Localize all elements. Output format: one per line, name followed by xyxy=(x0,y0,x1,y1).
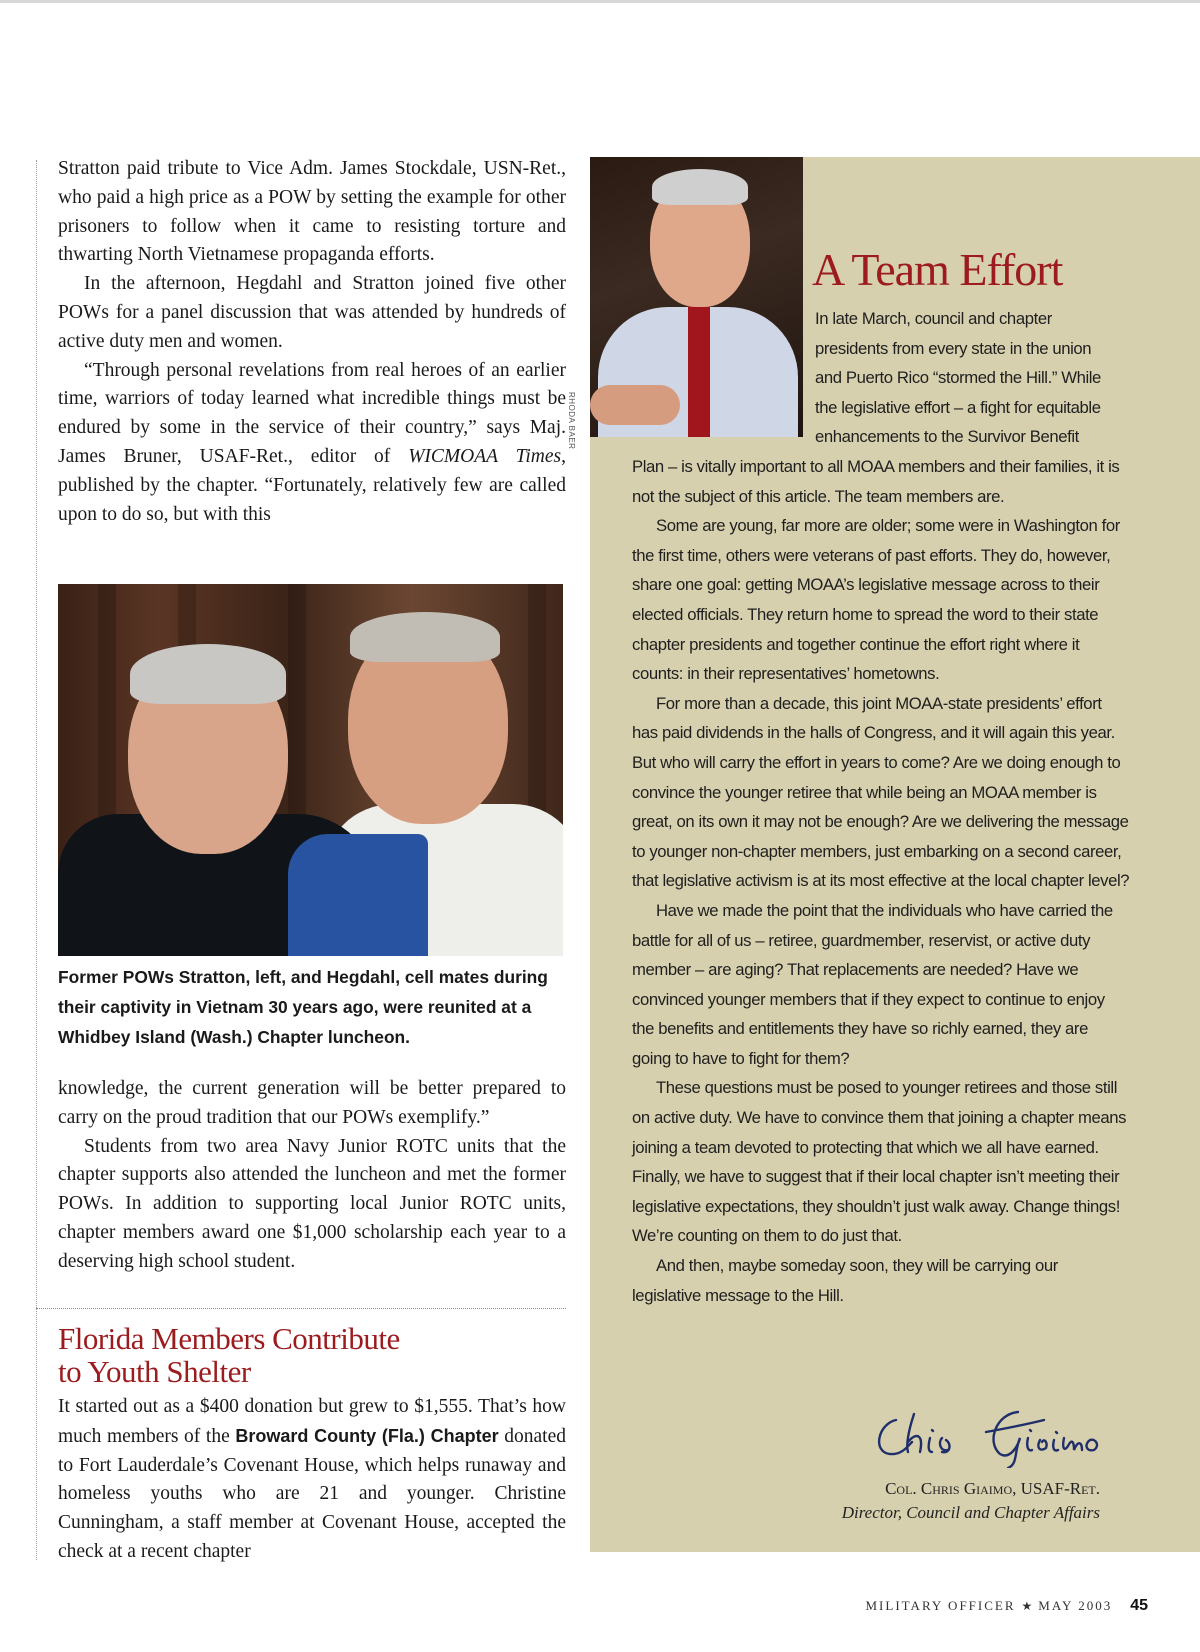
magazine-name: MILITARY OFFICER xyxy=(865,1598,1016,1613)
sidebar-intro xyxy=(815,304,1115,452)
chapter-name: Broward County (Fla.) Chapter xyxy=(235,1425,499,1446)
portrait-tie xyxy=(688,305,710,437)
sidebar-para-3: For more than a decade, this joint MOAA-state presidents’ effort has paid dividends in the halls of Congress, and it will again this year. But who will carry the effort in years to come? Are we doing enough to convince the younger retiree that while being an MOAA member is great, on its own it may not be enough? Are we delivering the message to younger non-chapter members, just embarking on a second career, that legislative activism is at its most effective at the local chapter level? xyxy=(632,693,1130,891)
sidebar-title: A Team Effort xyxy=(812,244,1063,295)
column-dotted-rule xyxy=(36,160,37,1560)
page-number: 45 xyxy=(1130,1597,1148,1614)
giaimo-portrait xyxy=(590,157,803,437)
sidebar-para-2: Some are young, far more are older; some were in Washington for the first time, others were veterans of past efforts. They do, however, share one goal: getting MOAA’s legislative message across to their elected officials. They return home to spread the word to their state chapter presidents and together continue the effort right where it counts: in their representatives’ hometowns. xyxy=(632,516,1120,684)
top-rule xyxy=(0,0,1200,3)
florida-headline-line1: Florida Members Contribute xyxy=(58,1321,400,1356)
sidebar-body xyxy=(632,452,1130,1310)
florida-headline xyxy=(58,1322,566,1388)
article-column-bottom xyxy=(58,1075,566,1277)
page-footer xyxy=(0,1597,1148,1615)
publication-name: WICMOAA Times xyxy=(408,445,562,467)
sidebar-para-1-cont: Plan – is vitally important to all MOAA members and their families, it is not the subject of this article. The team members are. xyxy=(632,457,1120,506)
portrait-hair xyxy=(652,169,748,205)
florida-text-end: donated to Fort Lauderdale’s Covenant House, which helps runaway and homeless youths who are 21 and younger. Christine Cunningham, a staff member at Covenant House, accepted the check at a recent chapter xyxy=(58,1425,566,1562)
photo-caption: Former POWs Stratton, left, and Hegdahl, cell mates during their captivity in Vietnam 30 years ago, were reunited at a Whidbey Island (Wash.) Chapter luncheon. xyxy=(58,967,548,1047)
paragraph-stockdale: Stratton paid tribute to Vice Adm. James Stockdale, USN-Ret., who paid a high price as a POW by setting the example for other prisoners to follow when it came to resisting torture and thwarting North Vietnamese propaganda efforts. xyxy=(58,158,566,266)
florida-article xyxy=(58,1393,566,1567)
author-name: Col. Chris Giaimo, USAF-Ret. xyxy=(885,1479,1100,1498)
paragraph-students: Students from two area Navy Junior ROTC units that the chapter supports also attended the luncheon and met the former POWs. In addition to supporting local Junior ROTC units, chapter members award one $1,000 scholarship each year to a deserving high school student. xyxy=(58,1135,566,1272)
paragraph-knowledge: knowledge, the current generation will be better prepared to carry on the proud tradition that our POWs exemplify.” xyxy=(58,1078,566,1128)
issue-date: MAY 2003 xyxy=(1038,1598,1113,1613)
sidebar-para-5: These questions must be posed to younger retirees and those still on active duty. We have to convince them that joining a chapter means joining a team devoted to protecting that which we all have earned. Finally, we have to suggest that if their local chapter isn’t meeting their legislative expectations, they shouldn’t just walk away. Change things! We’re counting on them to do just that. xyxy=(632,1078,1127,1246)
sidebar-para-6: And then, maybe someday soon, they will be carrying our legislative message to the Hill. xyxy=(632,1256,1058,1305)
quote-text-cont: , published by the chapter. “Fortunately, relatively few are called upon to do so, but with this xyxy=(58,445,566,525)
sidebar-intro-text: In late March, council and chapter presidents from every state in the union and Puerto Rico “stormed the Hill.” While the legislative effort – a fight for equitable enhancements to the Survivor Benefit xyxy=(815,309,1101,447)
article-column-top xyxy=(58,155,566,529)
paragraph-bruner xyxy=(58,357,566,530)
florida-headline-line2: to Youth Shelter xyxy=(58,1354,251,1389)
quote-text: “Through personal revelations from real heroes of an earlier time, warriors of today learned what incredible things must be endured by some in the service of their country,” says Maj. James Bruner, USAF-Ret., editor of xyxy=(58,359,566,467)
paragraph-panel: In the afternoon, Hegdahl and Stratton joined five other POWs for a panel discussion that was attended by hundreds of active duty men and women. xyxy=(58,273,566,352)
star-separator-icon: ★ xyxy=(1021,1599,1033,1613)
florida-text-start: It started out as a $400 donation but grew to $1,555. That’s how much members of the xyxy=(58,1396,566,1447)
pow-reunion-photo xyxy=(58,584,563,956)
stratton-jacket xyxy=(288,834,428,956)
stratton-hair xyxy=(130,644,286,704)
hegdahl-hair xyxy=(350,612,500,662)
portrait-hands xyxy=(590,385,680,425)
author-title: Director, Council and Chapter Affairs xyxy=(841,1503,1100,1522)
section-divider xyxy=(36,1308,566,1309)
handwritten-signature xyxy=(868,1402,1108,1468)
photo-credit: RHODA BAER xyxy=(567,392,576,450)
paragraph-florida xyxy=(58,1393,566,1567)
sidebar-para-4: Have we made the point that the individuals who have carried the battle for all of us – retiree, guardmember, reservist, or active duty member – are aging? That replacements are needed? Have we convinced younger members that if they expect to continue to enjoy the benefits and entitlements they have so richly earned, they are going to have to fight for them? xyxy=(632,900,1113,1068)
